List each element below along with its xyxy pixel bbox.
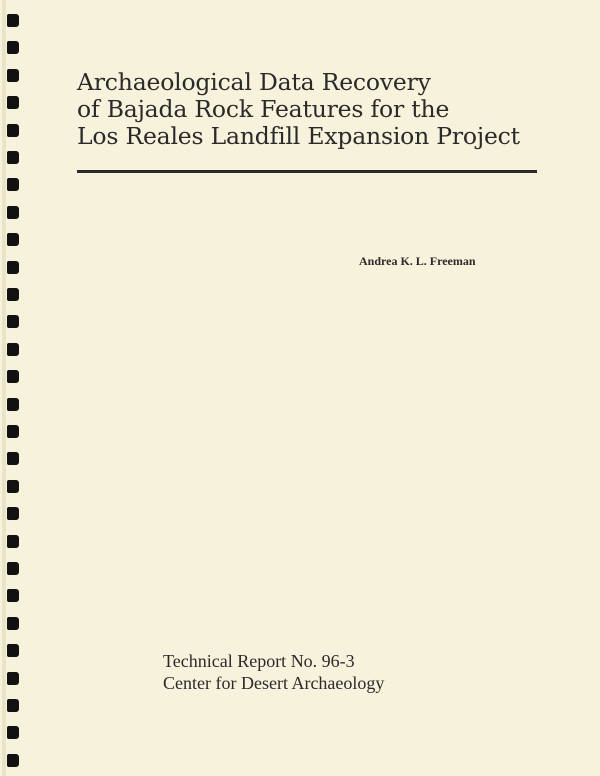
binding-tooth xyxy=(7,480,19,493)
binding-tooth xyxy=(7,699,19,712)
binding-tooth xyxy=(7,288,19,301)
comb-binding xyxy=(0,0,22,776)
binding-tooth xyxy=(7,124,19,137)
title-line-1: Archaeological Data Recovery xyxy=(77,68,431,96)
report-number: Technical Report No. 96-3 xyxy=(163,651,355,671)
binding-tooth xyxy=(7,315,19,328)
report-footer xyxy=(163,650,384,694)
binding-tooth xyxy=(7,535,19,548)
title-line-3: Los Reales Landfill Expansion Project xyxy=(77,122,520,150)
binding-tooth xyxy=(7,151,19,164)
binding-tooth xyxy=(7,754,19,767)
report-title xyxy=(77,69,547,150)
binding-tooth xyxy=(7,726,19,739)
author-name: Andrea K. L. Freeman xyxy=(359,254,476,268)
binding-tooth xyxy=(7,41,19,54)
binding-tooth xyxy=(7,261,19,274)
binding-tooth xyxy=(7,233,19,246)
binding-tooth xyxy=(7,370,19,383)
binding-tooth xyxy=(7,562,19,575)
binding-tooth xyxy=(7,178,19,191)
binding-tooth xyxy=(7,452,19,465)
binding-tooth xyxy=(7,206,19,219)
binding-tooth xyxy=(7,644,19,657)
binding-tooth xyxy=(7,589,19,602)
binding-tooth xyxy=(7,617,19,630)
publisher-name: Center for Desert Archaeology xyxy=(163,673,385,693)
binding-tooth xyxy=(7,343,19,356)
binding-tooth xyxy=(7,96,19,109)
binding-tooth xyxy=(7,69,19,82)
binding-tooth xyxy=(7,672,19,685)
binding-spine xyxy=(2,0,6,776)
binding-tooth xyxy=(7,398,19,411)
title-divider xyxy=(77,170,537,173)
title-line-2: of Bajada Rock Features for the xyxy=(77,95,450,123)
binding-tooth xyxy=(7,425,19,438)
binding-tooth xyxy=(7,14,19,27)
binding-tooth xyxy=(7,507,19,520)
